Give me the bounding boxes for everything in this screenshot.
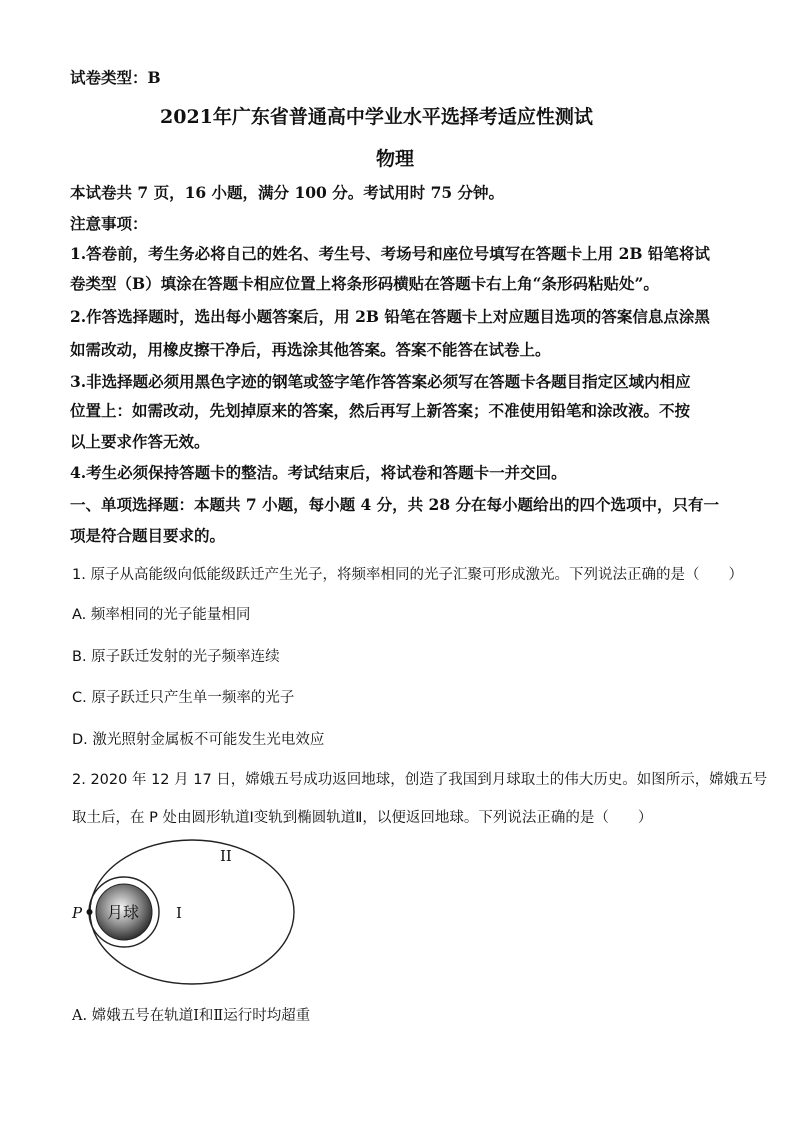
question-1-option-d: D. 激光照射金属板不可能发生光电效应 xyxy=(72,732,325,748)
notice-4-line-1: 4.考生必须保持答题卡的整洁。考试结束后，将试卷和答题卡一并交回。 xyxy=(70,463,567,482)
notice-3-line-2: 位置上：如需改动，先划掉原来的答案，然后再写上新答案；不准使用铅笔和涂改液。不按 xyxy=(70,401,691,420)
page-title: 2021年广东省普通高中学业水平选择考适应性测试 xyxy=(160,106,593,128)
question-1-option-a: A. 频率相同的光子能量相同 xyxy=(72,607,251,623)
question-2-option-a: A. 嫦娥五号在轨道Ⅰ和Ⅱ运行时均超重 xyxy=(72,1008,311,1024)
notice-1-line-2: 卷类型（B）填涂在答题卡相应位置上将条形码横贴在答题卡右上角“条形码粘贴处”。 xyxy=(70,274,659,293)
section-heading-line-1: 一、单项选择题：本题共 7 小题，每小题 4 分，共 28 分在每小题给出的四个选项中，只有一 xyxy=(70,495,720,514)
orbit-ii-label: II xyxy=(220,847,232,865)
section-heading-line-2: 项是符合题目要求的。 xyxy=(70,526,226,545)
notice-2-line-1: 2.作答选择题时，选出每小题答案后，用 2B 铅笔在答题卡上对应题目选项的答案信息点涂黑 xyxy=(70,307,710,326)
question-2-stem-line-1: 2. 2020 年 12 月 17 日，嫦娥五号成功返回地球，创造了我国到月球取土的伟大历史。如图所示，嫦娥五号 xyxy=(72,772,768,788)
notice-1-line-1: 1.答卷前，考生务必将自己的姓名、考生号、考场号和座位号填写在答题卡上用 2B 铅笔将试 xyxy=(70,244,710,263)
notice-3-line-1: 3.非选择题必须用黑色字迹的钢笔或签字笔作答答案必须写在答题卡各题目指定区域内相应 xyxy=(70,372,691,391)
subject-title: 物理 xyxy=(376,148,415,170)
question-2-stem-line-2: 取土后，在 P 处由圆形轨道Ⅰ变轨到椭圆轨道Ⅱ，以便返回地球。下列说法正确的是（ ） xyxy=(72,810,653,826)
orbit-i-label: I xyxy=(176,904,182,922)
point-p-label: P xyxy=(72,904,83,922)
notice-heading: 注意事项： xyxy=(70,214,148,233)
exam-summary: 本试卷共 7 页，16 小题，满分 100 分。考试用时 75 分钟。 xyxy=(70,183,505,202)
orbit-diagram xyxy=(64,838,304,998)
question-1-option-c: C. 原子跃迁只产生单一频率的光子 xyxy=(72,690,295,706)
point-p-dot xyxy=(87,909,93,915)
notice-3-line-3: 以上要求作答无效。 xyxy=(70,432,210,451)
question-1-option-b: B. 原子跃迁发射的光子频率连续 xyxy=(72,649,280,665)
question-1-stem: 1. 原子从高能级向低能级跃迁产生光子，将频率相同的光子汇聚可形成激光。下列说法正确的是（ ） xyxy=(72,567,743,583)
paper-type: 试卷类型：B xyxy=(70,68,161,87)
moon-label: 月球 xyxy=(107,903,140,922)
notice-2-line-2: 如需改动，用橡皮擦干净后，再选涂其他答案。答案不能答在试卷上。 xyxy=(70,340,551,359)
